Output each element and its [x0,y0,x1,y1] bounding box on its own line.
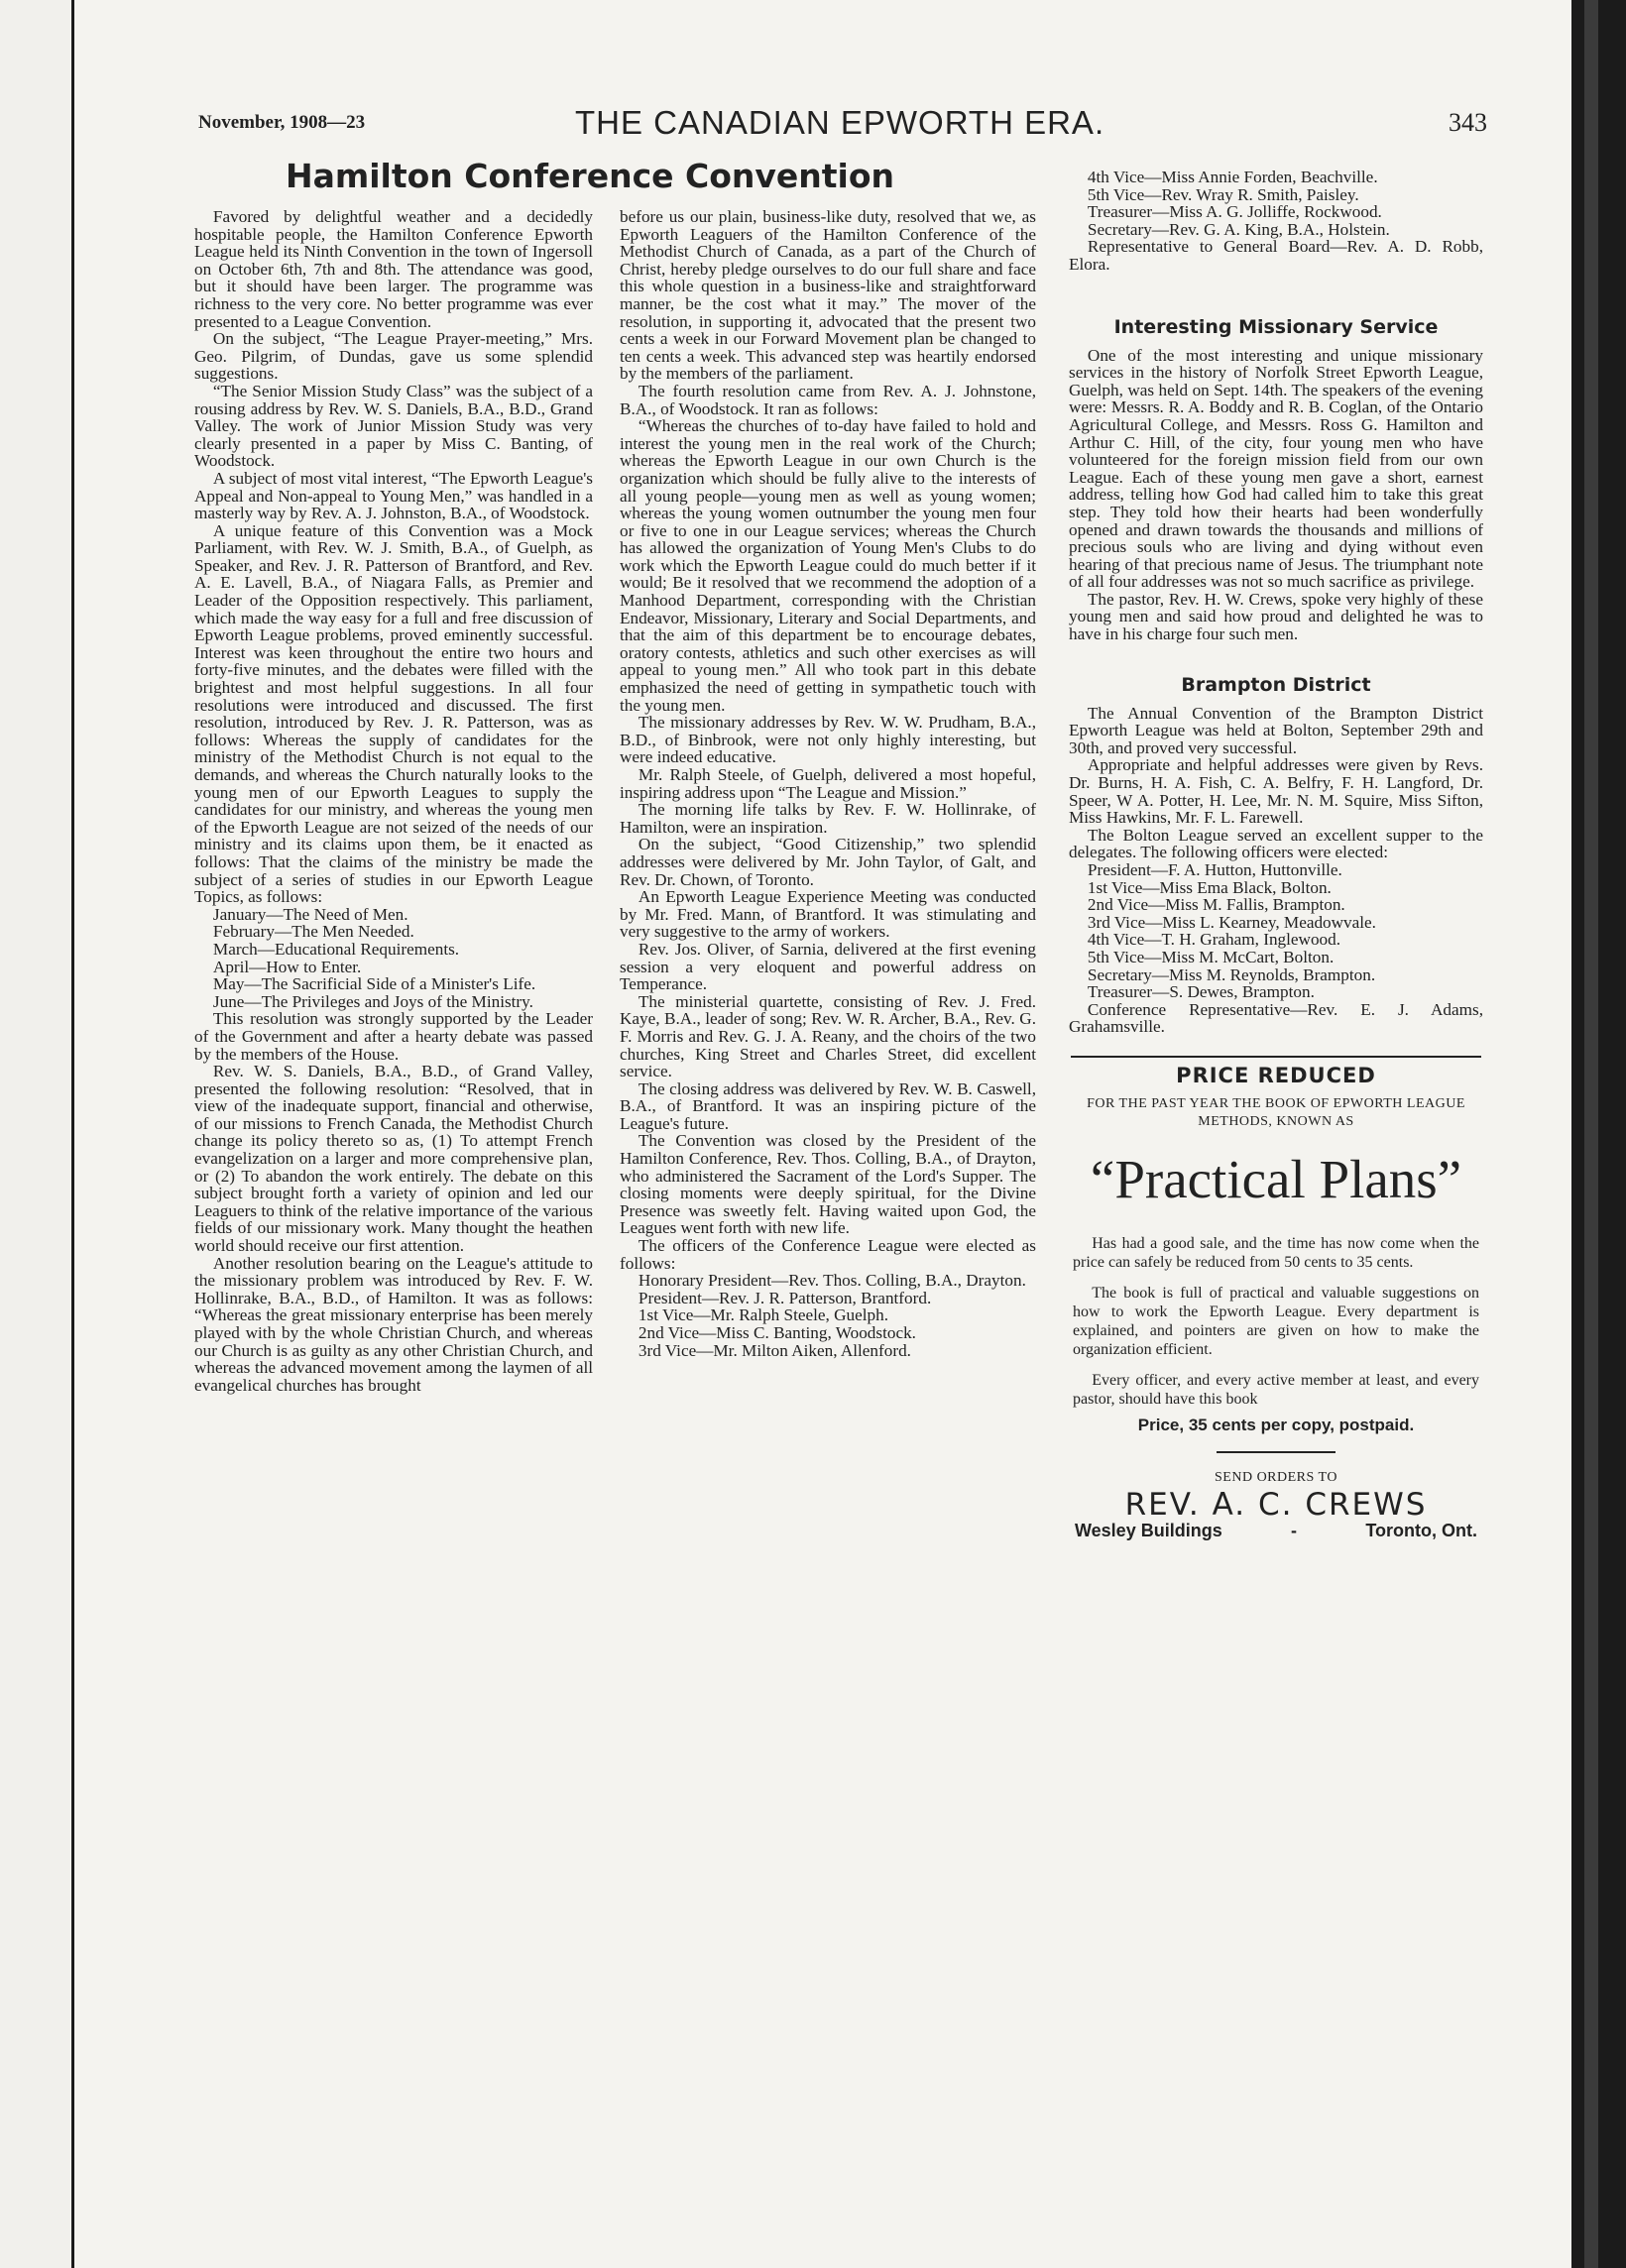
book-title: “Practical Plans” [1090,1148,1462,1209]
officer-line: 3rd Vice—Miss L. Kearney, Meadowvale. [1087,912,1376,932]
paragraph: The pastor, Rev. H. W. Crews, spoke very highly of these young men and said how proud and delighted he was to have in his charge four such men. [1069,589,1483,644]
paragraph: The officers of the Conference League were elected as follows: [620,1236,1036,1273]
paragraph: The morning life talks by Rev. F. W. Hollinrake, of Hamilton, were an inspiration. [620,800,1036,837]
officer-line: Secretary—Rev. G. A. King, B.A., Holstein. [1087,219,1390,239]
section-divider [1071,1056,1481,1058]
paragraph: An Epworth League Experience Meeting was conducted by Mr. Fred. Mann, of Brantford. It was stimulating and very suggestive to the army of workers. [620,887,1036,942]
paragraph: The missionary addresses by Rev. W. W. Prudham, B.A., B.D., of Binbrook, were not only highly interesting, but were indeed educative. [620,713,1036,767]
paragraph: Appropriate and helpful addresses were given by Revs. Dr. Burns, H. A. Fish, C. A. Belfry, F. H. Langford, Dr. Speer, W A. Potter, H. Lee, Mr. N. M. Squire, Miss Sifton, Miss Hawkins, Mr. F. L. Farewell. [1069,755,1483,828]
paragraph: On the subject, “Good Citizenship,” two splendid addresses were delivered by Mr. John Taylor, of Galt, and Rev. Dr. Chown, of Toronto. [620,835,1036,889]
paragraph: A subject of most vital interest, “The Epworth League's Appeal and Non-appeal to Young Men,” was handled in a masterly way by Rev. A. J. Johnston, B.A., of Woodstock. [194,468,593,523]
paragraph: before us our plain, business-like duty, resolved that we, as Epworth Leaguers of the Hamilton Conference of the Methodist Church of Canada, as a part of the Church of Christ, hereby pledge ourselves to do our full share and face this whole question in a business-like and straightforward manner, be the cost what it may.” The mover of the resolution, in supporting it, advocated that the present two cents a week in our Forward Movement plan be changed to ten cents a week. This advanced step was heartily endorsed by the members of the parliament. [620,207,1036,384]
list-item: March—Educational Requirements. [212,939,460,959]
paragraph: The ministerial quartette, consisting of Rev. J. Fred. Kaye, B.A., leader of song; Rev. W. R. Archer, B.A., Rev. G. F. Morris and Rev. G. J. A. Reany, and the choirs of the two churches, King Street and Charles Street, did excellent service. [620,991,1036,1081]
publisher-address [1069,1520,1483,1540]
list-item: May—The Sacrificial Side of a Minister's Life. [212,974,536,994]
page-number: 343 [1449,108,1487,137]
officer-line: 4th Vice—Miss Annie Forden, Beachville. [1087,168,1378,186]
officer-line: 1st Vice—Mr. Ralph Steele, Guelph. [638,1305,889,1325]
column-3 [1069,169,1483,1539]
article-headline: Hamilton Conference Convention [285,157,895,195]
binding-edge [1584,0,1598,2268]
officer-line: Representative to General Board—Rev. A. D. Robb, Elora. [1069,237,1483,274]
column-1 [194,208,593,1394]
short-divider [1217,1451,1336,1453]
list-item: April—How to Enter. [212,957,362,976]
advert-title: PRICE REDUCED [1176,1063,1376,1087]
address-building: Wesley Buildings [1075,1520,1222,1540]
paragraph: A unique feature of this Convention was a Mock Parliament, with Rev. W. J. Smith, B.A., of Guelph, as Speaker, and Rev. J. R. Patterson of Brantford, and Rev. A. E. Lavell, B.A., of Niagara Falls, as Premier and Leader of the Opposition respectively. This parliament, which made the way easy for a full and free discussion of Epworth League problems, proved eminently successful. Interest was keen throughout the entire two hours and forty-five minutes, and the debates were filled with the brightest and most helpful suggestions. In all four resolutions were introduced and discussed. The first resolution, introduced by Rev. J. R. Patterson, was as follows: Whereas the supply of candidates for the ministry of the Methodist Church is not equal to the demands, and whereas the Church naturally looks to the young men of our Epworth Leagues to supply the candidates for our ministry, and whereas the young men of the Epworth League are not seized of the needs of our ministry and its claims upon them, be it enacted as follows: That the claims of the ministry be made the subject of a series of studies in our Epworth League Topics, as follows: [194,520,593,907]
officer-line: 1st Vice—Miss Ema Black, Bolton. [1087,877,1332,897]
address-separator: - [1291,1520,1298,1540]
paragraph: The closing address was delivered by Rev. W. B. Caswell, B.A., of Brantford. It was an inspiring picture of the League's future. [620,1078,1036,1133]
column-2 [620,208,1036,1359]
officer-line: 2nd Vice—Miss C. Banting, Woodstock. [638,1323,916,1342]
list-item: June—The Privileges and Joys of the Ministry. [212,991,533,1011]
address-city: Toronto, Ont. [1365,1520,1477,1540]
advert-paragraph: Has had a good sale, and the time has now come when the price can safely be reduced from 50 cents to 35 cents. [1073,1234,1479,1271]
paragraph: This resolution was strongly supported by the Leader of the Government and after a hearty debate was passed by the members of the House. [194,1009,593,1064]
advert-intro: FOR THE PAST YEAR THE BOOK OF EPWORTH LEAGUE METHODS, KNOWN AS [1087,1095,1465,1129]
officer-line: 2nd Vice—Miss M. Fallis, Brampton. [1087,895,1345,915]
paragraph: “Whereas the churches of to-day have failed to hold and interest the young men in the real work of the Church; whereas the Epworth League in our own Church is the organization which should be fully alive to the interests of all young people—young men as well as young women; whereas the young women outnumber the young men four or five to one in our League services; whereas the Church has allowed the organization of Young Men's Clubs to do work which the Epworth League could do much better if it would; Be it resolved that we recommend the adoption of a Manhood Department, corresponding with the Christian Endeavor, Missionary, Literary and Social Departments, and that the aim of this department be to encourage debates, oratory contests, athletics and such other exercises as will appeal to young men.” All who took part in this debate emphasized the need of getting in sympathetic touch with the young men. [620,416,1036,715]
paragraph: Another resolution bearing on the League's attitude to the missionary problem was introduced by Rev. F. W. Hollinrake, B.A., B.D., of Hamilton. It was as follows: “Whereas the great missionary enterprise has been merely played with by the whole Christian Church, and whereas our Church is as guilty as any other Christian Church, and whereas the advanced movement among the laymen of all evangelical churches has brought [194,1253,593,1395]
officer-line: President—F. A. Hutton, Huttonville. [1087,860,1342,879]
price-line: Price, 35 cents per copy, postpaid. [1137,1415,1415,1434]
paragraph: The fourth resolution came from Rev. A. J. Johnstone, B.A., of Woodstock. It ran as follows: [620,381,1036,418]
issue-date: November, 1908—23 [198,112,366,133]
officer-line: 5th Vice—Miss M. McCart, Bolton. [1087,947,1335,966]
advert-paragraph: The book is full of practical and valuable suggestions on how to work the Epworth League. Every department is explained, and pointers are given on how to make the organization efficient. [1073,1284,1479,1358]
officer-line: 3rd Vice—Mr. Milton Aiken, Allenford. [638,1340,911,1360]
send-orders-label: SEND ORDERS TO [1215,1470,1337,1486]
paragraph: The Convention was closed by the President of the Hamilton Conference, Rev. Thos. Colling, B.A., of Drayton, who administered the Sacrament of the Lord's Supper. The closing moments were deeply spiritual, for the Divine Presence was sweetly felt. Having waited upon God, the Leagues went forth with new life. [620,1131,1036,1238]
advert-paragraph: Every officer, and every active member at least, and every pastor, should have this book [1073,1371,1479,1408]
book-binding [1572,0,1626,2268]
paragraph: On the subject, “The League Prayer-meeting,” Mrs. Geo. Pilgrim, of Dundas, gave us some splendid suggestions. [194,329,593,384]
list-item: February—The Men Needed. [212,922,414,942]
officer-line: Secretary—Miss M. Reynolds, Brampton. [1087,964,1376,984]
magazine-title: THE CANADIAN EPWORTH ERA. [575,104,1105,141]
officer-line: Honorary President—Rev. Thos. Colling, B.A., Drayton. [638,1271,1026,1291]
paragraph: “The Senior Mission Study Class” was the subject of a rousing address by Rev. W. S. Daniels, B.A., B.D., Grand Valley. The work of Junior Mission Study was very clearly presented in a paper by Miss C. Banting, of Woodstock. [194,381,593,471]
officer-line: Conference Representative—Rev. E. J. Adams, Grahamsville. [1069,999,1483,1037]
paragraph: One of the most interesting and unique missionary services in the history of Norfolk Street Epworth League, Guelph, was held on Sept. 14th. The speakers of the evening were: Messrs. R. A. Boddy and R. B. Coglan, of the Ontario Agricultural College, and Messrs. Ross G. Hamilton and Arthur C. Hill, of the city, four young men who have volunteered for the foreign mission field from our own League. Each of these young men gave a short, earnest address, telling how God had called him to take this great step. They told how their hearts had been wonderfully opened and drawn towards the thousands and millions of precious souls who are living and dying without even hearing of that precious name of Jesus. The triumphant note of all four addresses was not so much sacrifice as privilege. [1069,345,1483,592]
officer-line: 5th Vice—Rev. Wray R. Smith, Paisley. [1087,184,1359,204]
paragraph: Mr. Ralph Steele, of Guelph, delivered a most hopeful, inspiring address upon “The League and Mission.” [620,765,1036,802]
brampton-district-heading: Brampton District [1181,673,1371,696]
paragraph: Rev. W. S. Daniels, B.A., B.D., of Grand Valley, presented the following resolution: “Resolved, that in view of the inadequate support, financial and otherwise, of our missions to French Canada, the Methodist Church change its policy thereto so as, (1) To attempt French evangelization on a larger and more comprehensive plan, or (2) To abandon the work entirely. The debate on this subject brought forth a variety of opinion and led our Leaguers to think of the relative importance of the various fields of our missionary work. Many thought the heathen world should receive our first attention. [194,1062,593,1256]
officer-line: President—Rev. J. R. Patterson, Brantford. [638,1288,932,1307]
paragraph: Rev. Jos. Oliver, of Sarnia, delivered at the first evening session a very eloquent and powerful address on Temperance. [620,939,1036,994]
paragraph: Favored by delightful weather and a decidedly hospitable people, the Hamilton Conference Epworth League held its Ninth Convention in the town of Ingersoll on October 6th, 7th and 8th. The attendance was good, but it should have been larger. The programme was richness to the very core. No better programme was ever presented to a League Convention. [194,207,593,331]
officer-line: 4th Vice—T. H. Graham, Inglewood. [1087,930,1341,950]
missionary-service-heading: Interesting Missionary Service [1113,315,1439,338]
running-header [198,104,1487,144]
list-item: January—The Need of Men. [212,904,408,924]
paragraph: The Annual Convention of the Brampton District Epworth League was held at Bolton, September 29th and 30th, and proved very successful. [1069,703,1483,757]
officer-line: Treasurer—S. Dewes, Brampton. [1087,982,1315,1002]
officer-line: Treasurer—Miss A. G. Jolliffe, Rockwood. [1087,202,1382,222]
publisher-name: REV. A. C. CREWS [1124,1487,1428,1524]
paragraph: The Bolton League served an excellent supper to the delegates. The following officers were elected: [1069,825,1483,862]
price-reduced-advert [1069,1063,1483,1540]
